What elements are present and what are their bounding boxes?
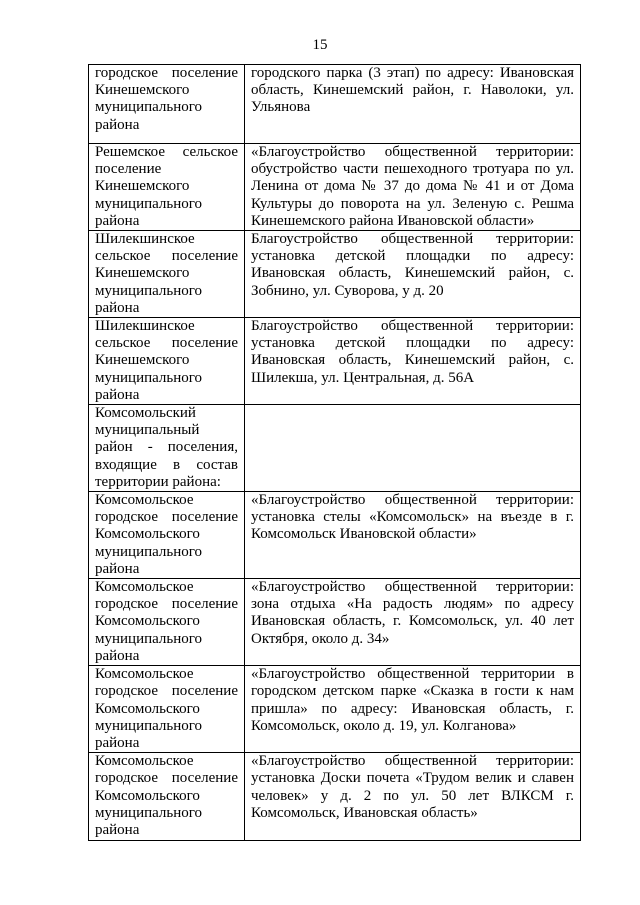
table-row	[89, 666, 581, 753]
project-text: «Благоустройство общественной территории в городском детском парке «Сказка в гости к нам пришла» по адресу: Ивановская область, г. Комсомольск, около д. 19, ул. Колганова»	[251, 666, 574, 734]
municipality-cell	[89, 144, 245, 231]
project-cell	[245, 231, 581, 318]
table-row	[89, 579, 581, 666]
project-text: Благоустройство общественной территории: установка детской площадки по адресу: Ивановская область, Кинешемский район, с. Шилекша, ул. Центральная, д. 56А	[251, 318, 574, 386]
municipality-text: Комсомольское городское поселение Комсомольского муниципального района	[95, 753, 238, 838]
table-row	[89, 753, 581, 841]
table-row	[89, 492, 581, 579]
table-row	[89, 405, 581, 492]
municipality-cell	[89, 231, 245, 318]
project-cell	[245, 144, 581, 231]
municipality-text: Шилекшинское сельское поселение Кинешемского муниципального района	[95, 231, 238, 316]
project-text: «Благоустройство общественной территории: установка Доски почета «Трудом велик и славен человек» у д. 2 по ул. 50 лет ВЛКСМ г. Комсомольск, Ивановская область»	[251, 753, 574, 821]
municipality-text: Комсомольское городское поселение Комсомольского муниципального района	[95, 492, 238, 577]
municipality-text: Комсомольское городское поселение Комсомольского муниципального района	[95, 579, 238, 664]
municipality-text: Комсомольское городское поселение Комсомольского муниципального района	[95, 666, 238, 751]
municipality-cell	[89, 318, 245, 405]
table-row	[89, 144, 581, 231]
page-number: 15	[312, 37, 328, 53]
project-cell	[245, 492, 581, 579]
project-cell	[245, 405, 581, 492]
project-cell	[245, 666, 581, 753]
project-text: «Благоустройство общественной территории: зона отдыха «На радость людям» по адресу Ивановская область, г. Комсомольск, ул. 40 лет Октября, около д. 34»	[251, 579, 574, 647]
municipality-cell	[89, 579, 245, 666]
municipality-text: Шилекшинское сельское поселение Кинешемского муниципального района	[95, 318, 238, 403]
municipality-cell	[89, 753, 245, 841]
municipality-text: городское поселение Кинешемского муниципального района	[95, 65, 238, 133]
project-cell	[245, 753, 581, 841]
municipality-cell	[89, 492, 245, 579]
municipality-cell	[89, 666, 245, 753]
table-row	[89, 318, 581, 405]
table-row	[89, 65, 581, 144]
project-cell	[245, 65, 581, 144]
municipality-cell	[89, 405, 245, 492]
municipality-text: Решемское сельское поселение Кинешемского муниципального района	[95, 144, 238, 229]
project-cell	[245, 579, 581, 666]
project-cell	[245, 318, 581, 405]
table-row	[89, 231, 581, 318]
project-text: городского парка (3 этап) по адресу: Ивановская область, Кинешемский район, г. Наволоки, ул. Ульянова	[251, 65, 574, 116]
project-text: «Благоустройство общественной территории: установка стелы «Комсомольск» на въезде в г. Комсомольск Ивановской области»	[251, 492, 574, 543]
municipality-text: Комсомольский муниципальный район - поселения, входящие в состав территории района:	[95, 405, 238, 490]
municipality-cell	[89, 65, 245, 144]
project-text: Благоустройство общественной территории: установка детской площадки по адресу: Ивановская область, Кинешемский район, с. Зобнино, ул. Суворова, у д. 20	[251, 231, 574, 299]
project-text: «Благоустройство общественной территории: обустройство части пешеходного тротуара по ул. Ленина от дома № 37 до дома № 41 и от Дома Культуры до поворота на ул. Зеленую с. Решма Кинешемского района Ивановской области»	[251, 144, 574, 229]
projects-table	[88, 64, 581, 841]
